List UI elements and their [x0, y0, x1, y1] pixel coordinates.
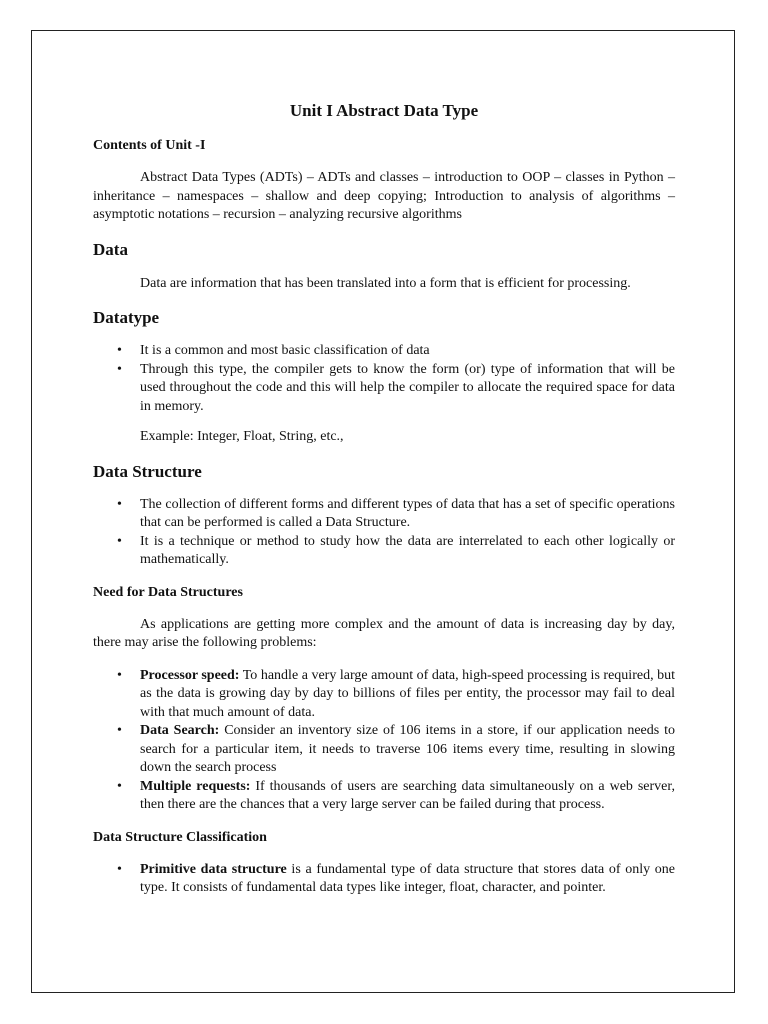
page-title: Unit I Abstract Data Type — [289, 101, 479, 120]
need-intro: As applications are getting more complex and the amount of data is increasing day by day, there may arise the following problems: — [93, 616, 675, 650]
list-item: • The collection of different forms and different types of data that has a set of specific operations that can be performed is called a Data Structure. — [117, 496, 675, 530]
bullet-icon: • — [117, 667, 122, 683]
data-structure-list — [93, 496, 675, 570]
list-item: • Through this type, the compiler gets to know the form (or) type of information that will be used throughout the code and this will help the compiler to allocate the required space for data in memory. — [117, 361, 675, 414]
data-heading: Data — [93, 239, 128, 259]
bullet-icon: • — [117, 343, 122, 358]
term: Primitive data structure — [140, 861, 287, 877]
need-list — [93, 667, 675, 815]
classification-list — [93, 861, 675, 898]
list-item: • It is a common and most basic classification of data — [140, 342, 675, 361]
list-item: • It is a technique or method to study how the data are interrelated to each other logically or mathematically. — [117, 533, 675, 567]
contents-heading: Contents of Unit -I — [93, 138, 206, 153]
list-item: • Multiple requests: If thousands of users are searching data simultaneously on a web server, then there are the chances that a very large server can be failed during that process. — [117, 778, 675, 812]
data-text: Data are information that has been translated into a form that is efficient for processing. — [140, 275, 631, 291]
bullet-icon: • — [117, 861, 122, 877]
document-body — [93, 100, 675, 898]
contents-text: Abstract Data Types (ADTs) – ADTs and classes – introduction to OOP – classes in Python – inheritance – namespaces – shallow and deep copying; Introduction to analysis of algorithms – asymptotic notations – recursion – analyzing recursive algorithms — [93, 170, 675, 222]
bullet-icon: • — [117, 496, 122, 512]
bullet-icon: • — [117, 361, 122, 377]
term: Multiple requests: — [140, 778, 251, 794]
term: Processor speed: — [140, 667, 240, 683]
list-item: • Primitive data structure is a fundamental type of data structure that stores data of only one type. It consists of fundamental data types like integer, float, character, and pointer. — [117, 861, 675, 895]
classification-heading: Data Structure Classification — [93, 829, 267, 845]
list-item: • Processor speed: To handle a very large amount of data, high-speed processing is required, but as the data is growing day by day to billions of files per entity, the processor may fail to deal with that much amount of data. — [117, 667, 675, 720]
term: Data Search: — [140, 723, 220, 738]
bullet-icon: • — [117, 778, 122, 794]
data-structure-heading: Data Structure — [93, 461, 202, 481]
datatype-heading: Datatype — [93, 308, 160, 327]
bullet-icon: • — [117, 723, 122, 738]
bullet-icon: • — [117, 533, 122, 549]
need-heading: Need for Data Structures — [93, 584, 243, 600]
datatype-example: Example: Integer, Float, String, etc., — [140, 429, 344, 444]
list-item: • Data Search: Consider an inventory size of 106 items in a store, if our application needs to search for a particular item, it needs to traverse 106 items every time, resulting in slowing down the search process — [117, 723, 675, 775]
datatype-list — [93, 342, 675, 416]
